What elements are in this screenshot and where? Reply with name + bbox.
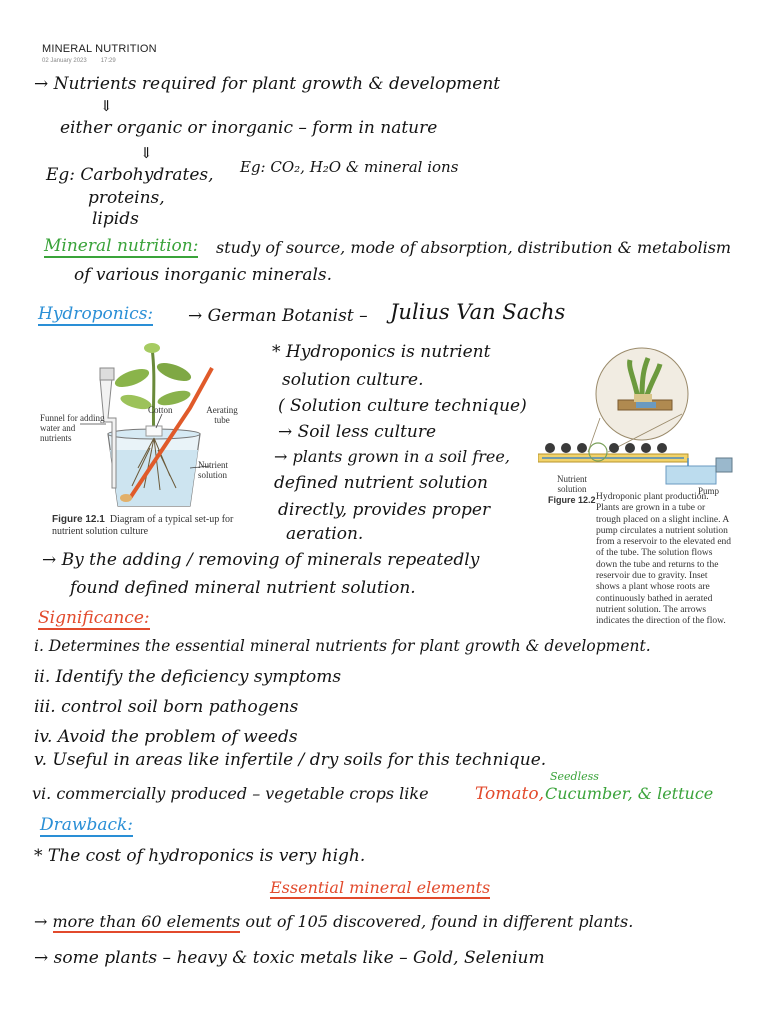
significance-item-4: iv. Avoid the problem of weeds	[34, 727, 298, 747]
significance-item-3: iii. control soil born pathogens	[34, 697, 299, 717]
note-hydro-bullet-4: → Soil less culture	[278, 422, 437, 442]
note-arrow-down-1: ⇓	[100, 97, 113, 115]
note-eg-proteins: proteins,	[88, 188, 165, 208]
note-hydro-bullet-7: directly, provides proper	[278, 500, 491, 520]
note-adding-removing: → By the adding / removing of minerals repeatedly	[42, 550, 480, 570]
note-mineral-definition: study of source, mode of absorption, distribution & metabolism	[216, 238, 732, 257]
figure1-caption	[52, 514, 262, 538]
page-date: 02 January 2023	[42, 58, 87, 64]
note-drawback-cost: * The cost of hydroponics is very high.	[34, 846, 366, 866]
heading-significance: Significance:	[38, 608, 150, 628]
elements-count-rest: out of 105 discovered, found in different plants.	[245, 912, 634, 931]
crop-tomato: Tomato,	[475, 784, 544, 804]
page-time: 17:29	[100, 58, 116, 64]
significance-item-6: vi. commercially produced – vegetable crops like	[32, 784, 429, 803]
note-hydro-bullet-1: * Hydroponics is nutrient	[272, 342, 491, 362]
significance-item-1: i. Determines the essential mineral nutrients for plant growth & development.	[34, 637, 651, 655]
note-hydro-bullet-8: aeration.	[286, 524, 364, 544]
heading-essential-elements: Essential mineral elements	[270, 878, 491, 897]
note-toxic-metals: → some plants – heavy & toxic metals like – Gold, Selenium	[34, 948, 545, 968]
heading-hydroponics: Hydroponics:	[38, 304, 154, 324]
note-eg-inorganic: Eg: CO₂, H₂O & mineral ions	[240, 158, 459, 176]
note-hydro-bullet-2: solution culture.	[282, 370, 424, 390]
crop-cucumber-lettuce: Cucumber, & lettuce	[545, 784, 714, 803]
figure1-number: Figure 12.1	[52, 514, 105, 525]
figure1-label-nutrient-solution: Nutrient solution	[198, 460, 228, 480]
figure2-label-nutrient-solution: Nutrient solution	[557, 474, 587, 494]
crop-seedless: Seedless	[550, 770, 599, 783]
figure1-label-aerating-tube: Aerating tube	[206, 405, 238, 425]
note-german-botanist: → German Botanist –	[188, 306, 368, 326]
elements-arrow: →	[34, 912, 48, 931]
note-eg-lipids: lipids	[92, 209, 139, 229]
page-title: MINERAL NUTRITION	[42, 43, 157, 55]
figure1-label-cotton: Cotton	[148, 405, 173, 415]
note-hydro-bullet-3: ( Solution culture technique)	[278, 396, 527, 416]
elements-count-highlight: more than 60 elements	[52, 912, 241, 931]
figure1-caption-text: Diagram of a typical set-up for nutrient solution culture	[52, 514, 234, 537]
figure2-label-pump: Pump	[698, 486, 720, 496]
note-line-nutrients: → Nutrients required for plant growth & development	[34, 74, 501, 94]
heading-drawback: Drawback:	[40, 815, 134, 835]
heading-mineral-nutrition: Mineral nutrition:	[44, 236, 199, 256]
note-line-forms: either organic or inorganic – form in nature	[60, 118, 438, 138]
figure1-label-funnel: Funnel for adding water and nutrients	[40, 413, 105, 443]
note-julius-sachs: Julius Van Sachs	[390, 300, 566, 324]
note-elements-count	[34, 912, 633, 931]
significance-item-5: v. Useful in areas like infertile / dry soils for this technique.	[34, 750, 547, 770]
significance-item-2: ii. Identify the deficiency symptoms	[34, 667, 342, 687]
note-hydro-bullet-5: → plants grown in a soil free,	[274, 447, 510, 466]
note-hydro-bullet-6: defined nutrient solution	[274, 473, 488, 493]
page-timestamp	[42, 58, 130, 64]
note-mineral-definition-2: of various inorganic minerals.	[74, 265, 333, 285]
figure2-caption: Hydroponic plant production. Plants are grown in a tube or trough placed on a slight incline. A pump circulates a nutrient solution from a reservoir to the elevated end of the tube. The solution flows down the tube and returns to the reservoir due to gravity. Inset shows a plant whose roots are continuously bathed in aerated nutrient solution. The arrows indicates the direction of the flow.	[596, 492, 732, 627]
figure2-number: Figure 12.2	[548, 495, 596, 505]
figure-hydroponic-production-diagram	[538, 338, 738, 488]
note-arrow-down-2: ⇓	[140, 144, 153, 162]
note-eg-organic: Eg: Carbohydrates,	[46, 165, 214, 185]
note-defined-solution: found defined mineral nutrient solution.	[70, 578, 416, 598]
